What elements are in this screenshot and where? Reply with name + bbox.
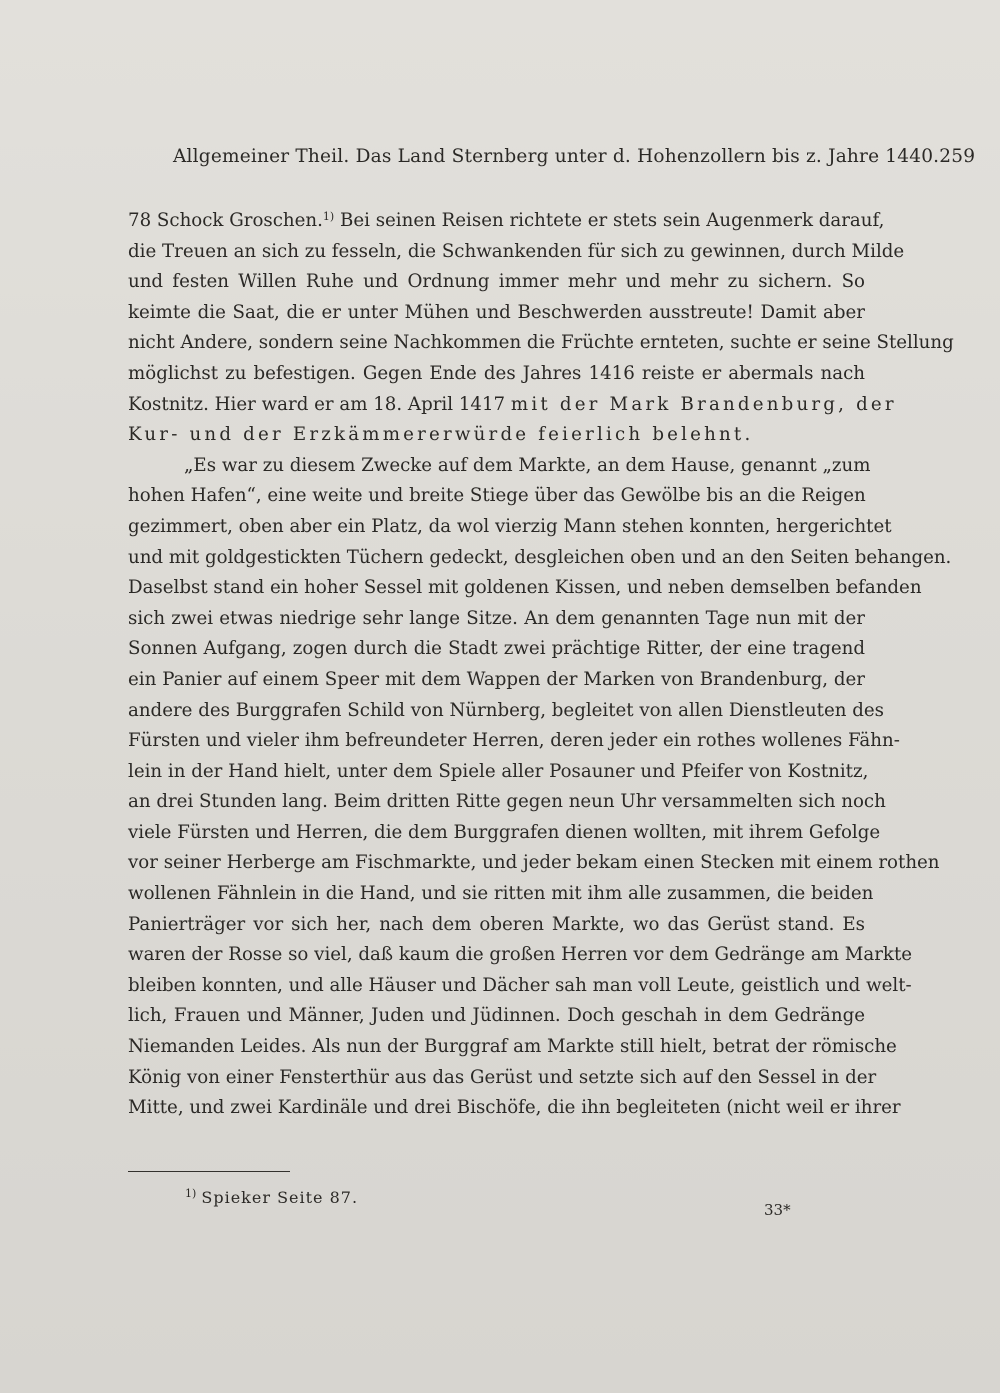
text-line [128, 390, 897, 421]
text-line [128, 206, 885, 237]
text-line: ein Panier auf einem Speer mit dem Wappen der Marken von Brandenburg, der [128, 668, 865, 690]
spaced-text: mit der Mark Brandenburg, der [510, 393, 897, 415]
body-text [128, 206, 954, 1124]
text-line: Panierträger vor sich her, nach dem oberen Markte, wo das Gerüst stand. Es [128, 913, 865, 935]
text-line: die Treuen an sich zu fesseln, die Schwankenden für sich zu gewinnen, durch Milde [128, 240, 905, 262]
text-line: Mitte, und zwei Kardinäle und drei Bischöfe, die ihn begleiteten (nicht weil er ihrer [128, 1097, 901, 1119]
text-line: nicht Andere, sondern seine Nachkommen die Früchte ernteten, suchte er seine Stellung [128, 332, 954, 354]
text-line: „Es war zu diesem Zwecke auf dem Markte, an dem Hause, genannt „zum [184, 454, 871, 476]
text-line: viele Fürsten und Herren, die dem Burggrafen dienen wollten, mit ihrem Gefolge [128, 821, 881, 843]
text-line: gezimmert, oben aber ein Platz, da wol vierzig Mann stehen konnten, hergerichtet [128, 515, 892, 537]
text-line: möglichst zu befestigen. Gegen Ende des Jahres 1416 reiste er abermals nach [128, 362, 865, 384]
footnote-reference: 1) [322, 210, 335, 223]
text-line: Kur- und der Erzkämmererwürde feierlich belehnt. [128, 424, 754, 446]
text-line: vor seiner Herberge am Fischmarkte, und jeder bekam einen Stecken mit einem rothen [128, 852, 940, 874]
text-line: Daselbst stand ein hoher Sessel mit goldenen Kissen, und neben demselben befanden [128, 577, 922, 599]
text-line: hohen Hafen“, eine weite und breite Stiege über das Gewölbe bis an die Reigen [128, 485, 866, 507]
text-line: keimte die Saat, die er unter Mühen und Beschwerden ausstreute! Damit aber [128, 301, 865, 323]
text-line: sich zwei etwas niedrige sehr lange Sitze. An dem genannten Tage nun mit der [128, 607, 865, 629]
running-header [173, 146, 976, 167]
text-line: Sonnen Aufgang, zogen durch die Stadt zwei prächtige Ritter, der eine tragend [128, 638, 865, 660]
footnote [185, 1188, 358, 1207]
text-line: lein in der Hand hielt, unter dem Spiele aller Posauner und Pfeifer von Kostnitz, [128, 760, 869, 782]
text-line-start: Kostnitz. Hier ward er am 18. April 1417 [128, 393, 506, 415]
text-line: Niemanden Leides. Als nun der Burggraf am Markte still hielt, betrat der römische [128, 1036, 897, 1058]
page-number: 259 [939, 146, 976, 167]
footnote-marker: 1) [185, 1187, 197, 1200]
text-line: lich, Frauen und Männer, Juden und Jüdinnen. Doch geschah in dem Gedränge [128, 1005, 865, 1027]
text-line: waren der Rosse so viel, daß kaum die großen Herren vor dem Gedränge am Markte [128, 944, 913, 966]
text-line: und mit goldgestickten Tüchern gedeckt, desgleichen oben und an den Seiten behangen. [128, 546, 952, 568]
footnote-divider [128, 1171, 290, 1172]
text-line: König von einer Fensterthür aus das Gerüst und setzte sich auf den Sessel in der [128, 1066, 877, 1088]
text-line: bleiben konnten, und alle Häuser und Dächer sah man voll Leute, geistlich und welt- [128, 974, 912, 996]
text-line: an drei Stunden lang. Beim dritten Ritte gegen neun Uhr versammelten sich noch [128, 791, 886, 813]
running-title: Allgemeiner Theil. Das Land Sternberg unter d. Hohenzollern bis z. Jahre 1440. [173, 146, 940, 167]
text-line-start: 78 Schock Groschen. [128, 210, 323, 231]
text-line: wollenen Fähnlein in die Hand, und sie ritten mit ihm alle zusammen, die beiden [128, 883, 874, 905]
text-line: und festen Willen Ruhe und Ordnung immer mehr und mehr zu sichern. So [128, 271, 865, 293]
footnote-text: Spieker Seite 87. [201, 1188, 359, 1207]
text-line: andere des Burggrafen Schild von Nürnberg, begleitet von allen Dienstleuten des [128, 699, 884, 721]
text-line: Fürsten und vieler ihm befreundeter Herren, deren jeder ein rothes wollenes Fähn- [128, 730, 900, 752]
signature-mark: 33* [764, 1201, 791, 1219]
text-line-end: Bei seinen Reisen richtete er stets sein Augenmerk darauf, [339, 210, 885, 231]
